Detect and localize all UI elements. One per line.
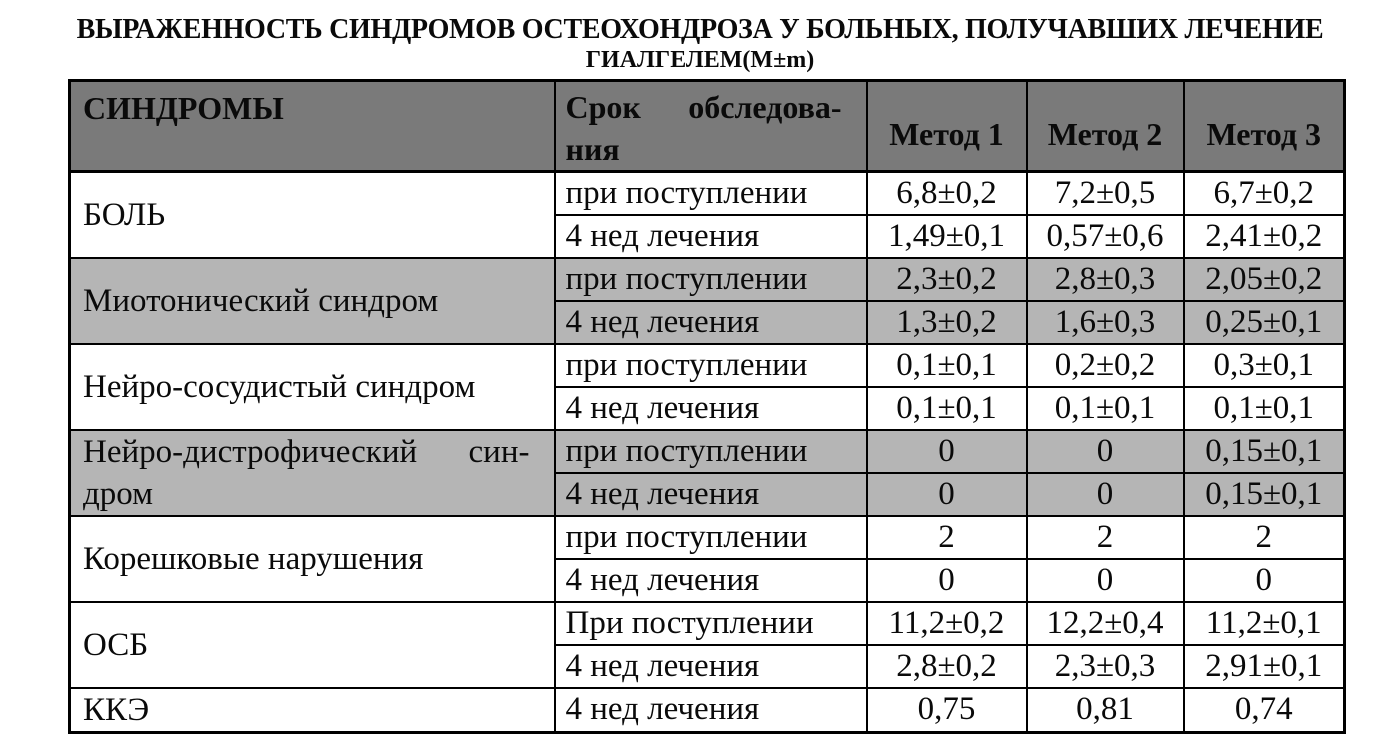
syndrome-cell	[70, 430, 555, 516]
syndrome-name-line: дром	[83, 475, 154, 512]
examination-period-cell: 4 нед лечения	[555, 387, 867, 430]
syndrome-name-word: син-	[468, 433, 530, 470]
value-cell-method-1: 0,75	[867, 688, 1027, 733]
value-cell-method-2: 2,8±0,3	[1027, 258, 1184, 301]
table-row	[70, 688, 1345, 733]
value-cell-method-1: 0,1±0,1	[867, 387, 1027, 430]
value-cell-method-3: 2	[1184, 516, 1345, 559]
title-line-2: ГИАЛГЕЛЕМ(M±m)	[585, 47, 815, 73]
value-cell-method-1: 0	[867, 559, 1027, 602]
syndrome-cell	[70, 602, 555, 688]
header-method-1: Метод 1	[867, 81, 1027, 172]
syndrome-name-line: ККЭ	[83, 691, 150, 728]
value-cell-method-1: 0,1±0,1	[867, 344, 1027, 387]
value-cell-method-2: 12,2±0,4	[1027, 602, 1184, 645]
value-cell-method-2: 2,3±0,3	[1027, 645, 1184, 688]
syndrome-cell	[70, 258, 555, 344]
document-title	[0, 0, 1400, 74]
value-cell-method-1: 0	[867, 430, 1027, 473]
examination-period-cell: 4 нед лечения	[555, 215, 867, 258]
header-method-2: Метод 2	[1027, 81, 1184, 172]
syndromes-table	[68, 79, 1346, 734]
examination-period-cell: 4 нед лечения	[555, 688, 867, 733]
examination-period-cell: при поступлении	[555, 172, 867, 215]
syndrome-name-line: Корешковые нарушения	[83, 540, 424, 577]
examination-period-cell: 4 нед лечения	[555, 559, 867, 602]
syndrome-cell	[70, 344, 555, 430]
value-cell-method-3: 2,91±0,1	[1184, 645, 1345, 688]
header-period-line-2: ния	[565, 131, 620, 167]
value-cell-method-2: 0	[1027, 559, 1184, 602]
syndrome-name-line: Миотонический синдром	[83, 282, 439, 319]
title-line-1: ВЫРАЖЕННОСТЬ СИНДРОМОВ ОСТЕОХОНДРОЗА У БОЛЬНЫХ, ПОЛУЧАВШИХ ЛЕЧЕНИЕ	[76, 14, 1324, 45]
syndrome-cell	[70, 172, 555, 258]
table-row	[70, 258, 1345, 301]
value-cell-method-3: 2,05±0,2	[1184, 258, 1345, 301]
examination-period-cell: 4 нед лечения	[555, 473, 867, 516]
value-cell-method-3: 0,15±0,1	[1184, 430, 1345, 473]
value-cell-method-2: 7,2±0,5	[1027, 172, 1184, 215]
examination-period-cell: 4 нед лечения	[555, 301, 867, 344]
examination-period-cell: при поступлении	[555, 430, 867, 473]
header-period-word-1: Срок	[565, 89, 641, 125]
examination-period-cell: 4 нед лечения	[555, 645, 867, 688]
value-cell-method-3: 2,41±0,2	[1184, 215, 1345, 258]
value-cell-method-3: 0,3±0,1	[1184, 344, 1345, 387]
value-cell-method-1: 6,8±0,2	[867, 172, 1027, 215]
value-cell-method-3: 0,25±0,1	[1184, 301, 1345, 344]
examination-period-cell: при поступлении	[555, 344, 867, 387]
syndrome-cell	[70, 688, 555, 733]
table-body	[70, 172, 1345, 733]
table-row	[70, 602, 1345, 645]
value-cell-method-3: 0	[1184, 559, 1345, 602]
value-cell-method-1: 1,49±0,1	[867, 215, 1027, 258]
value-cell-method-1: 2,3±0,2	[867, 258, 1027, 301]
value-cell-method-2: 0,1±0,1	[1027, 387, 1184, 430]
value-cell-method-2: 2	[1027, 516, 1184, 559]
value-cell-method-1: 0	[867, 473, 1027, 516]
syndrome-name-line: ОСБ	[83, 626, 149, 663]
header-method-3: Метод 3	[1184, 81, 1345, 172]
value-cell-method-2: 0,57±0,6	[1027, 215, 1184, 258]
header-row	[70, 81, 1345, 172]
syndrome-name-line: БОЛЬ	[83, 196, 166, 233]
table-row	[70, 344, 1345, 387]
value-cell-method-2: 1,6±0,3	[1027, 301, 1184, 344]
syndrome-cell	[70, 516, 555, 602]
syndrome-name-line: Нейро-сосудистый синдром	[83, 368, 476, 405]
value-cell-method-1: 11,2±0,2	[867, 602, 1027, 645]
header-period-word-2: обследова-	[688, 89, 842, 125]
value-cell-method-2: 0	[1027, 473, 1184, 516]
examination-period-cell: при поступлении	[555, 258, 867, 301]
value-cell-method-3: 0,15±0,1	[1184, 473, 1345, 516]
table-header	[70, 81, 1345, 172]
header-examination-period	[555, 81, 867, 172]
value-cell-method-3: 0,1±0,1	[1184, 387, 1345, 430]
header-period-line-1	[566, 86, 842, 128]
value-cell-method-2: 0,2±0,2	[1027, 344, 1184, 387]
table-row	[70, 172, 1345, 215]
examination-period-cell: при поступлении	[555, 516, 867, 559]
syndrome-name-line	[83, 431, 530, 473]
value-cell-method-2: 0,81	[1027, 688, 1184, 733]
value-cell-method-3: 0,74	[1184, 688, 1345, 733]
table-row	[70, 516, 1345, 559]
value-cell-method-1: 2	[867, 516, 1027, 559]
value-cell-method-1: 2,8±0,2	[867, 645, 1027, 688]
examination-period-cell: При поступлении	[555, 602, 867, 645]
value-cell-method-3: 11,2±0,1	[1184, 602, 1345, 645]
table-row	[70, 430, 1345, 473]
header-syndromes: СИНДРОМЫ	[70, 81, 555, 172]
value-cell-method-1: 1,3±0,2	[867, 301, 1027, 344]
value-cell-method-2: 0	[1027, 430, 1184, 473]
syndrome-name-word: Нейро-дистрофический	[83, 433, 418, 470]
value-cell-method-3: 6,7±0,2	[1184, 172, 1345, 215]
